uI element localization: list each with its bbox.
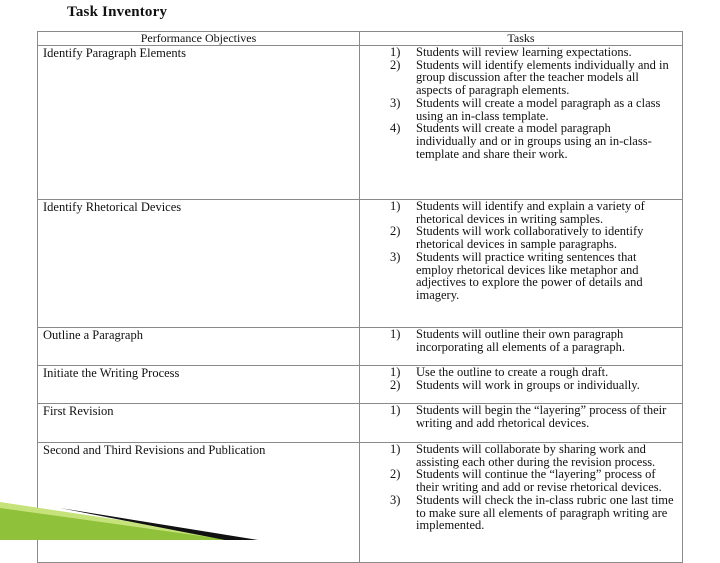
task-text: Students will review learning expectations. <box>416 45 632 59</box>
task-text: Students will continue the “layering” process of their writing and add or revise rhetorical devices. <box>416 467 662 495</box>
task-item <box>390 443 682 468</box>
task-item <box>390 328 682 353</box>
header-tasks: Tasks <box>507 31 535 45</box>
tasks-cell <box>360 404 682 442</box>
table-row <box>38 328 682 366</box>
task-item <box>390 200 682 225</box>
task-list <box>390 200 682 302</box>
task-number: 4) <box>390 121 401 136</box>
task-number: 1) <box>390 365 401 379</box>
task-list <box>390 404 682 429</box>
task-number: 3) <box>390 249 401 264</box>
objective-cell: Second and Third Revisions and Publication <box>38 443 360 562</box>
task-text: Students will identify elements individually and in group discussion after the teacher models all aspects of paragraph elements. <box>416 57 669 98</box>
task-text: Students will practice writing sentences that employ rhetorical devices like metaphor and adjectives to explore the power of details and imagery. <box>416 249 643 302</box>
decorative-corner-shape <box>0 450 260 540</box>
task-number: 2) <box>390 467 401 482</box>
task-list <box>390 443 682 532</box>
task-item <box>390 59 682 97</box>
objective-cell: Outline a Paragraph <box>38 328 360 365</box>
task-item <box>390 379 682 392</box>
task-item <box>390 122 682 160</box>
objective-cell: Identify Rhetorical Devices <box>38 200 360 327</box>
task-text: Students will identify and explain a variety of rhetorical devices in writing samples. <box>416 199 645 226</box>
objective-cell: Initiate the Writing Process <box>38 366 360 403</box>
task-number: 2) <box>390 57 401 72</box>
task-number: 1) <box>390 199 401 213</box>
task-number: 2) <box>390 224 401 239</box>
task-item <box>390 468 682 493</box>
task-number: 1) <box>390 45 401 59</box>
task-item <box>390 494 682 532</box>
task-item <box>390 46 682 59</box>
task-text: Students will work collaboratively to identify rhetorical devices in sample paragraphs. <box>416 224 644 252</box>
task-number: 3) <box>390 492 401 507</box>
task-text: Students will begin the “layering” process of their writing and add rhetorical devices. <box>416 403 667 430</box>
header-performance-objectives: Performance Objectives <box>38 32 360 45</box>
task-item <box>390 225 682 250</box>
objective-cell: First Revision <box>38 404 360 442</box>
task-number: 1) <box>390 403 401 417</box>
task-list <box>390 46 682 160</box>
table-row <box>38 46 682 200</box>
task-number: 1) <box>390 327 401 341</box>
table-header <box>38 32 682 46</box>
task-text: Students will work in groups or individually. <box>416 377 640 392</box>
task-number: 2) <box>390 377 401 392</box>
page-title: Task Inventory <box>67 4 168 20</box>
tasks-cell <box>360 328 682 365</box>
task-text: Students will check the in-class rubric one last time to make sure all elements of paragraph writing are implemented. <box>416 492 674 533</box>
task-item <box>390 366 682 379</box>
task-text: Students will outline their own paragraph incorporating all elements of a paragraph. <box>416 327 625 354</box>
task-number: 3) <box>390 95 401 110</box>
task-text: Students will create a model paragraph as a class using an in-class template. <box>416 95 661 123</box>
task-text: Use the outline to create a rough draft. <box>416 365 609 379</box>
tasks-cell <box>360 46 682 199</box>
tasks-cell <box>360 443 682 562</box>
task-text: Students will create a model paragraph individually and or in groups using an in-class-template and share their work. <box>416 121 652 161</box>
table-row <box>38 404 682 443</box>
task-item <box>390 404 682 429</box>
task-item <box>390 97 682 122</box>
table-row <box>38 366 682 404</box>
task-item <box>390 251 682 302</box>
tasks-cell <box>360 366 682 403</box>
task-list <box>390 328 682 353</box>
tasks-cell <box>360 200 682 327</box>
task-number: 1) <box>390 442 401 456</box>
task-text: Students will collaborate by sharing work and assisting each other during the revision process. <box>416 442 656 469</box>
objective-cell: Identify Paragraph Elements <box>38 46 360 199</box>
table-row <box>38 200 682 328</box>
task-list <box>390 366 682 391</box>
